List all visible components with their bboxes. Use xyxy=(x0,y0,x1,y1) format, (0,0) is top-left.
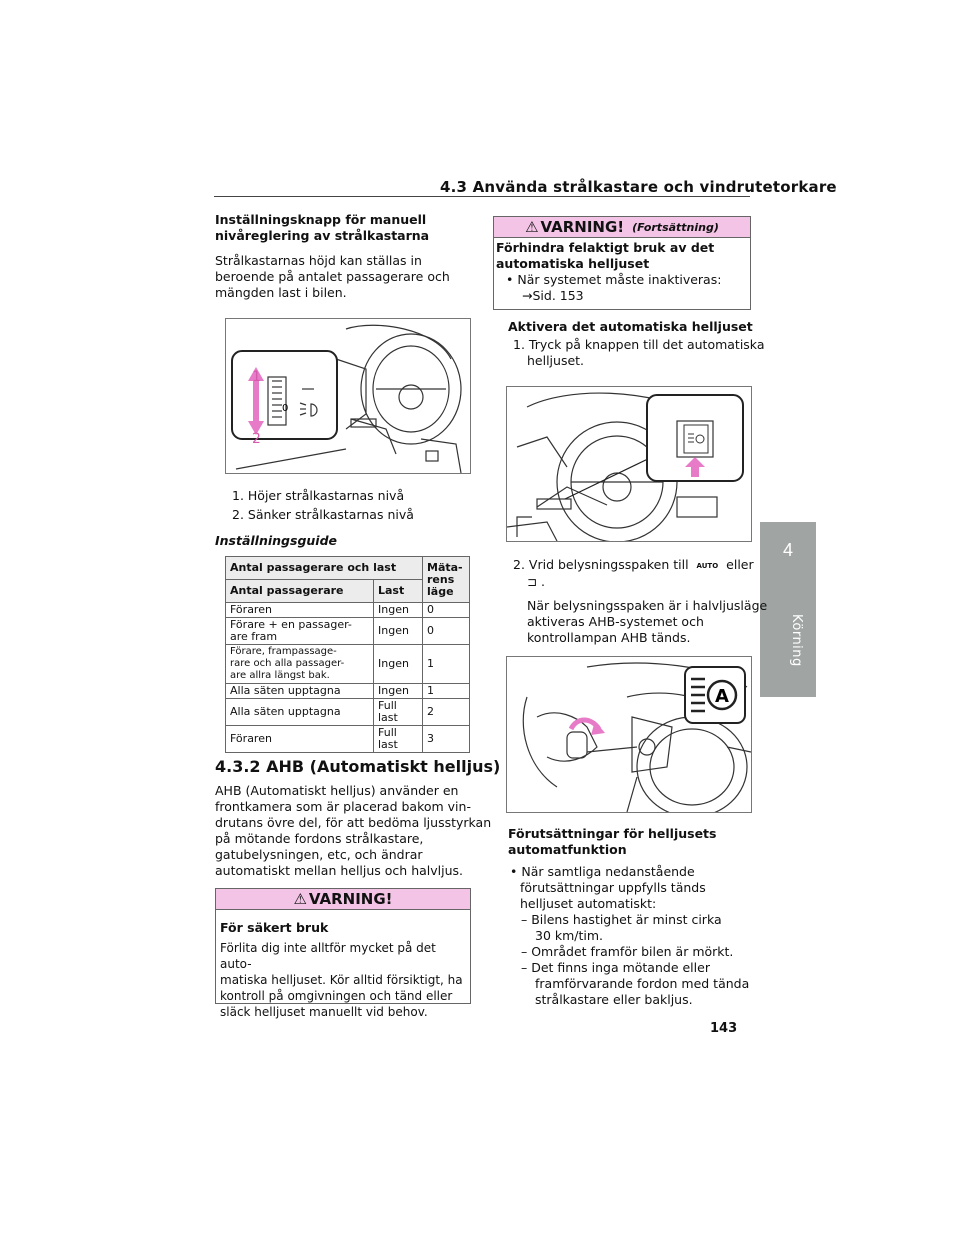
chapter-side-tab[interactable] xyxy=(760,522,816,697)
low-beam-icon: ⊐ xyxy=(527,574,538,589)
chapter-label: Körning xyxy=(789,614,804,667)
page-number: 143 xyxy=(710,1021,738,1036)
settings-guide-table xyxy=(225,556,470,753)
table-header-load: Last xyxy=(374,580,423,603)
list-item: – Det finns inga mötande eller framförvarande fordon med tända strålkastare eller bakljus. xyxy=(521,960,750,1007)
chapter-header: 4.3 Använda strålkastare och vindrutetorkare xyxy=(440,178,837,196)
page-reference-link[interactable]: →Sid. 153 xyxy=(522,288,584,303)
table-row: Förare, frampassage- rare och alla passager- are allra längst bak. Ingen 1 xyxy=(226,645,470,684)
svg-text:0: 0 xyxy=(282,403,289,414)
leveling-heading: Inställningsknapp för manuell nivåreglering av strålkastarna xyxy=(215,212,430,243)
ahb-button-figure xyxy=(506,386,752,542)
warning-text: Förlita dig inte alltför mycket på det auto- matiska helljuset. Kör alltid försiktigt, ha kontroll på omgivningen och tänd eller släck helljuset manuellt vid behov. xyxy=(220,941,463,1019)
table-row: Föraren Full last 3 xyxy=(226,726,470,753)
guide-title: Inställningsguide xyxy=(215,533,337,548)
header-rule xyxy=(214,196,750,197)
warning-triangle-icon: ⚠ xyxy=(293,890,307,908)
table-header-position: Mäta- rens läge xyxy=(423,557,470,603)
ahb-paragraph: AHB (Automatiskt helljus) använder en frontkamera som är placerad bakom vin- drutans övre del, för att bedöma ljusstyrkan på mötande fordons strålkastare, gatubelysningen, etc, och ändrar automatiskt mellan helljus och halvljus. xyxy=(215,783,492,878)
table-row: Föraren Ingen 0 xyxy=(226,603,470,618)
list-item: – Bilens hastighet är minst cirka 30 km/tim. xyxy=(521,912,722,943)
step-2: 2. Vrid belysningsspaken till AUTO eller ⊐ . xyxy=(513,557,754,589)
leveling-paragraph: Strålkastarnas höjd kan ställas in beroende på antalet passagerare och mängden last i bilen. xyxy=(215,253,450,300)
warning-subtitle: För säkert bruk xyxy=(220,920,329,935)
table-row: Alla säten upptagna Ingen 1 xyxy=(226,684,470,699)
warning-continued-bullet: • När systemet måste inaktiveras: xyxy=(506,272,722,287)
warning-continued-box xyxy=(493,216,751,310)
step-1: 1. Tryck på knappen till det automatiska helljuset. xyxy=(513,337,765,368)
warning-continued-heading: Förhindra felaktigt bruk av det automatiska helljuset xyxy=(496,240,715,271)
conditions-list xyxy=(521,912,749,1008)
warning-continued-header: ⚠ VARNING! (Fortsättning) xyxy=(494,217,750,238)
warning-box xyxy=(215,888,471,1019)
conditions-heading: Förutsättningar för helljusets automatfunktion xyxy=(508,826,717,857)
chapter-number: 4 xyxy=(782,540,793,560)
leveling-switch-figure xyxy=(225,318,471,474)
step-2-paragraph: När belysningsspaken är i halvljusläge aktiveras AHB-systemet och kontrollampan AHB tänds. xyxy=(527,598,768,645)
ahb-indicator-label: A xyxy=(715,686,729,707)
section-title: 4.3.2 AHB (Automatiskt helljus) xyxy=(215,757,501,776)
leveling-captions: 1. Höjer strålkastarnas nivå 2. Sänker strålkastarnas nivå xyxy=(232,488,414,522)
svg-text:1: 1 xyxy=(252,369,261,385)
table-row: Förare + en passager- are fram Ingen 0 xyxy=(226,618,470,645)
table-row: Alla säten upptagna Full last 2 xyxy=(226,699,470,726)
warning-header: ⚠ VARNING! xyxy=(216,889,470,910)
table-header-passengers: Antal passagerare xyxy=(226,580,374,603)
activate-heading: Aktivera det automatiska helljuset xyxy=(508,319,753,334)
light-switch-figure xyxy=(506,656,752,813)
svg-text:2: 2 xyxy=(252,431,261,447)
auto-icon: AUTO xyxy=(696,561,719,570)
list-item: – Området framför bilen är mörkt. xyxy=(521,944,734,959)
conditions-bullet: • När samtliga nedanstående förutsättningar uppfylls tänds helljuset automatiskt: xyxy=(510,864,706,911)
warning-triangle-icon: ⚠ xyxy=(525,218,539,236)
table-header-group: Antal passagerare och last xyxy=(226,557,423,580)
